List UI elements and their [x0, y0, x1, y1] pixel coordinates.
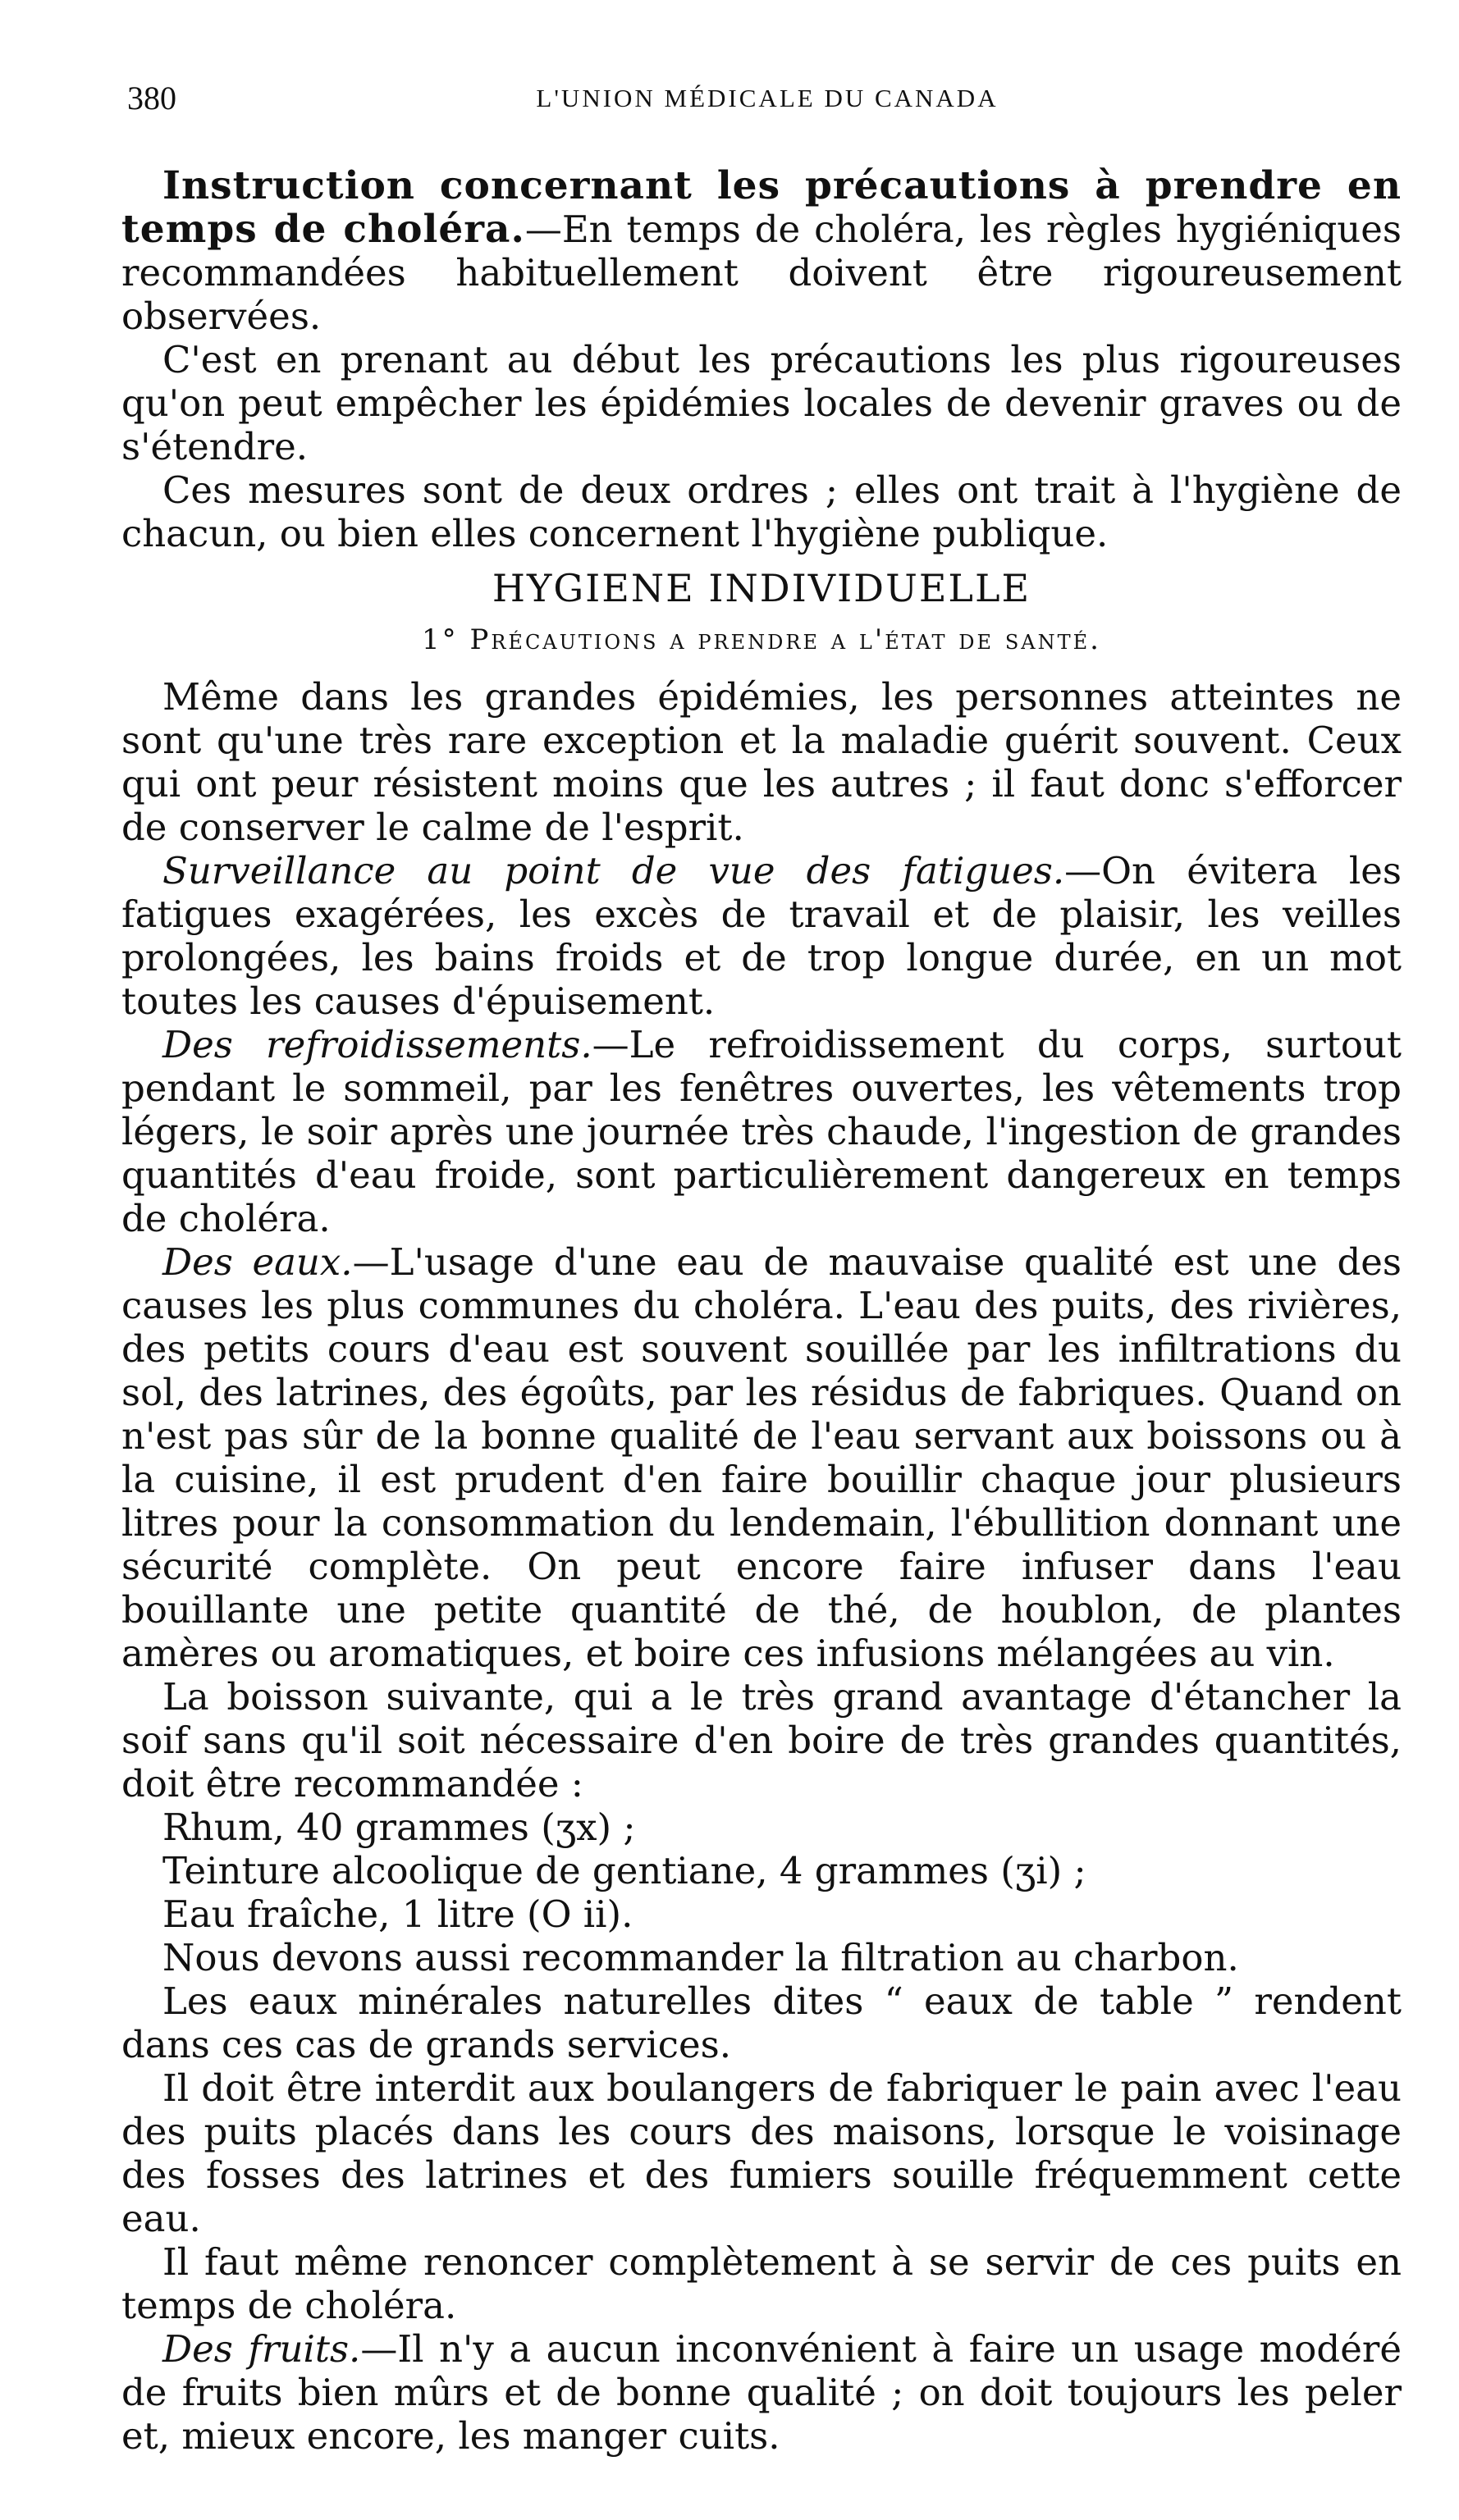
paragraph-boisson: La boisson suivante, qui a le très grand avantage d'étancher la soif sans qu'il soit nécessaire d'en boire de très grandes quantités, doit être recommandée : [121, 1675, 1402, 1806]
article-title: Instruction concernant les précautions à prendre en temps de choléra. [121, 163, 1402, 252]
paragraph-puits: Il faut même renoncer complètement à se servir de ces puits en temps de choléra. [121, 2240, 1402, 2327]
fruits-text: —Il n'y a aucun inconvénient à faire un usage modéré de fruits bien mûrs et de bonne qualité ; on doit toujours les peler et, mieux encore, les manger cuits. [121, 2327, 1402, 2458]
article-body [121, 164, 1402, 2458]
running-head: L'UNION MÉDICALE DU CANADA [536, 84, 999, 112]
eaux-text: —L'usage d'une eau de mauvaise qualité est une des causes les plus communes du choléra. L'eau des puits, des rivières, des petits cours d'eau est souvent souillée par les infiltrations du sol, des latrines, des égoûts, par les résidus de fabriques. Quand on n'est pas sûr de la bonne qualité de l'eau servant aux boissons ou à la cuisine, il est prudent d'en faire bouillir chaque jour plusieurs litres pour la consommation du lendemain, l'ébullition donnant une sécurité complète. On peut encore faire infuser dans l'eau bouillante une petite quantité de thé, de houblon, de plantes amères ou aromatiques, et boire ces infusions mélangées au vin. [121, 1240, 1402, 1675]
paragraph-debut: C'est en prenant au début les précautions les plus rigoureuses qu'on peut empêcher les épidémies locales de devenir graves ou de s'étendre. [121, 338, 1402, 468]
paragraph-refroidissements [121, 1023, 1402, 1240]
fruits-lead: Des fruits. [162, 2327, 361, 2371]
eaux-lead: Des eaux. [162, 1240, 353, 1284]
paragraph-eaux [121, 1240, 1402, 1675]
intro-text: —En temps de choléra, les règles hygiéniques recommandées habituellement doivent être rigoureusement observées. [121, 208, 1402, 338]
section-subheading: 1° Précautions a prendre a l'état de santé. [422, 623, 1101, 656]
refroidissements-text: —Le refroidissement du corps, surtout pendant le sommeil, par les fenêtres ouvertes, les vêtements trop légers, le soir après une journée très chaude, l'ingestion de grandes quantités d'eau froide, sont particulièrement dangereux en temps de choléra. [121, 1023, 1402, 1240]
paragraph-mesures: Ces mesures sont de deux ordres ; elles ont trait à l'hygiène de chacun, ou bien elles concernent l'hygiène publique. [121, 468, 1402, 555]
paragraph-filtration: Nous devons aussi recommander la filtration au charbon. [162, 1936, 1239, 1979]
paragraph-boulangers: Il doit être interdit aux boulangers de fabriquer le pain avec l'eau des puits placés dans les cours des maisons, lorsque le voisinage des fosses des latrines et des fumiers souille fréquemment cette eau. [121, 2066, 1402, 2240]
surveillance-lead: Surveillance au point de vue des fatigues. [162, 849, 1065, 892]
page-number: 380 [127, 80, 176, 116]
intro-paragraph [121, 164, 1402, 338]
paragraph-fruits [121, 2327, 1402, 2458]
paragraph-surveillance [121, 849, 1402, 1023]
surveillance-text: —On évitera les fatigues exagérées, les excès de travail et de plaisir, les veilles prolongées, les bains froids et de trop longue durée, en un mot toutes les causes d'épuisement. [121, 849, 1402, 1023]
recipe-line-eau: Eau fraîche, 1 litre (O ii). [162, 1892, 633, 1936]
page-header [127, 79, 1407, 128]
section-heading: HYGIENE INDIVIDUELLE [492, 566, 1031, 610]
recipe-line-rhum: Rhum, 40 grammes (ʒx) ; [162, 1806, 636, 1849]
recipe-line-gentiane: Teinture alcoolique de gentiane, 4 grammes (ʒi) ; [162, 1849, 1086, 1892]
paragraph-eaux-minerales: Les eaux minérales naturelles dites “ eaux de table ” rendent dans ces cas de grands services. [121, 1979, 1402, 2066]
paragraph-meme: Même dans les grandes épidémies, les personnes atteintes ne sont qu'une très rare exception et la maladie guérit souvent. Ceux qui ont peur résistent moins que les autres ; il faut donc s'efforcer de conserver le calme de l'esprit. [121, 675, 1402, 849]
refroidissements-lead: Des refroidissements. [162, 1023, 592, 1066]
